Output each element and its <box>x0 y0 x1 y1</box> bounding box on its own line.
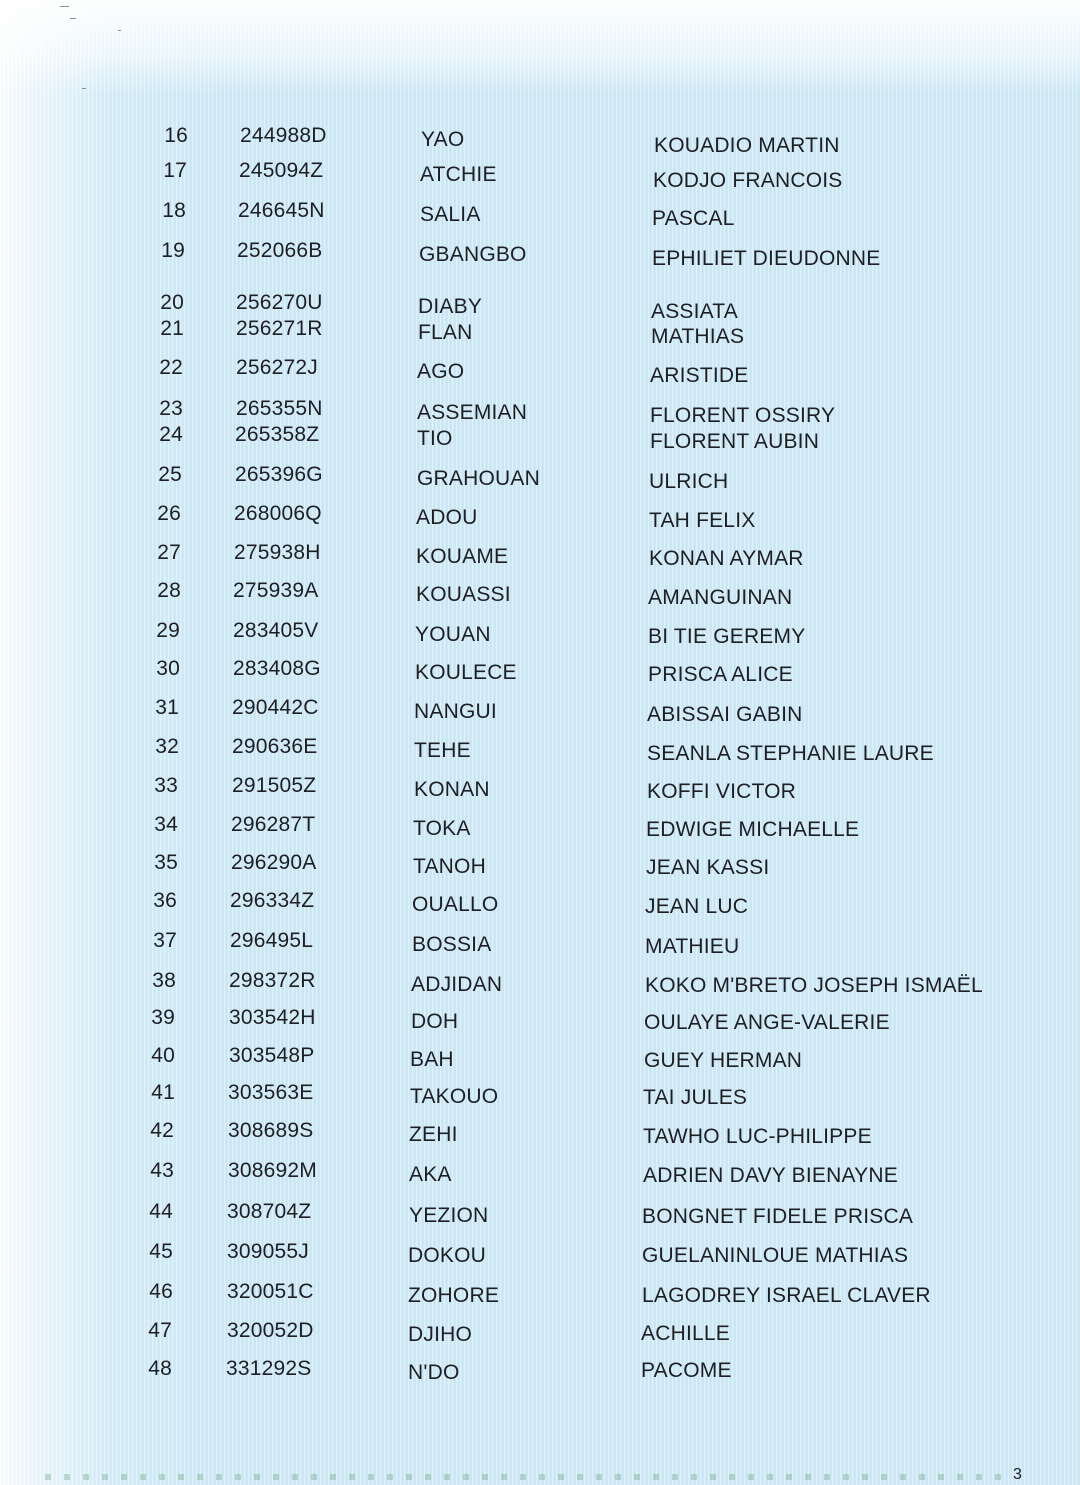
list-row <box>0 579 1080 609</box>
row-number: 21 <box>160 317 184 340</box>
given-names: TAH FELIX <box>649 509 756 532</box>
row-number: 37 <box>153 929 177 952</box>
given-names: KODJO FRANCOIS <box>653 169 843 192</box>
given-names: MATHIEU <box>645 935 740 958</box>
surname: ZEHI <box>409 1123 458 1146</box>
row-number: 23 <box>159 397 183 420</box>
list-row <box>0 317 1080 347</box>
matricule: 283408G <box>233 657 321 680</box>
list-row <box>0 502 1080 532</box>
list-row <box>0 1081 1080 1111</box>
matricule: 298372R <box>229 969 316 992</box>
surname: ATCHIE <box>420 163 497 186</box>
matricule: 252066B <box>237 239 323 262</box>
matricule: 320051C <box>227 1280 314 1303</box>
surname: BOSSIA <box>412 933 492 956</box>
matricule: 308704Z <box>227 1200 312 1223</box>
surname: DJIHO <box>408 1323 472 1346</box>
matricule: 291505Z <box>232 774 317 797</box>
given-names: JEAN KASSI <box>646 856 770 879</box>
surname: ADJIDAN <box>411 973 503 996</box>
matricule: 309055J <box>227 1240 309 1263</box>
list-row <box>0 1319 1080 1349</box>
list-row <box>0 889 1080 919</box>
surname: DOKOU <box>408 1244 487 1267</box>
surname: GRAHOUAN <box>417 467 540 490</box>
given-names: BONGNET FIDELE PRISCA <box>642 1205 914 1228</box>
given-names: ULRICH <box>649 470 729 493</box>
row-number: 36 <box>153 889 177 912</box>
given-names: FLORENT OSSIRY <box>650 404 836 427</box>
list-row <box>0 619 1080 649</box>
given-names: PASCAL <box>652 207 735 230</box>
surname: FLAN <box>418 321 473 344</box>
given-names: EPHILIET DIEUDONNE <box>652 247 881 270</box>
surname: SALIA <box>420 203 481 226</box>
matricule: 244988D <box>240 124 327 147</box>
matricule: 308689S <box>228 1119 314 1142</box>
given-names: PACOME <box>641 1359 732 1382</box>
matricule: 296334Z <box>230 889 315 912</box>
matricule: 268006Q <box>234 502 322 525</box>
list-row <box>0 735 1080 765</box>
row-number: 31 <box>155 696 179 719</box>
matricule: 256270U <box>236 291 323 314</box>
page-number: 3 <box>1013 1466 1022 1483</box>
row-number: 18 <box>162 199 186 222</box>
row-number: 41 <box>151 1081 175 1104</box>
list-row <box>0 1159 1080 1189</box>
list-row <box>0 541 1080 571</box>
matricule: 296287T <box>231 813 316 836</box>
row-number: 34 <box>154 813 178 836</box>
matricule: 245094Z <box>239 159 324 182</box>
given-names: KOUADIO MARTIN <box>654 134 840 157</box>
row-number: 39 <box>151 1006 175 1029</box>
surname: TANOH <box>413 855 486 878</box>
given-names: SEANLA STEPHANIE LAURE <box>647 742 934 765</box>
matricule: 246645N <box>238 199 325 222</box>
surname: AGO <box>417 360 465 383</box>
given-names: TAWHO LUC-PHILIPPE <box>643 1125 872 1148</box>
surname: NANGUI <box>414 700 497 723</box>
matricule: 256272J <box>236 356 318 379</box>
matricule: 265396G <box>235 463 323 486</box>
surname: OUALLO <box>412 893 499 916</box>
list-row <box>0 239 1080 269</box>
row-number: 29 <box>156 619 180 642</box>
row-number: 44 <box>149 1200 173 1223</box>
list-row <box>0 929 1080 959</box>
given-names: KONAN AYMAR <box>649 547 804 570</box>
given-names: ARISTIDE <box>650 364 749 387</box>
row-number: 46 <box>149 1280 173 1303</box>
surname: TAKOUO <box>410 1085 499 1108</box>
row-number: 40 <box>151 1044 175 1067</box>
matricule: 256271R <box>236 317 323 340</box>
given-names: ABISSAI GABIN <box>647 703 803 726</box>
surname: DOH <box>411 1010 459 1033</box>
list-row <box>0 1044 1080 1074</box>
matricule: 275939A <box>233 579 319 602</box>
matricule: 303563E <box>228 1081 314 1104</box>
given-names: EDWIGE MICHAELLE <box>646 818 860 841</box>
given-names: GUELANINLOUE MATHIAS <box>642 1244 909 1267</box>
surname: ZOHORE <box>408 1284 500 1307</box>
row-number: 42 <box>150 1119 174 1142</box>
list-row <box>0 1119 1080 1149</box>
given-names: ADRIEN DAVY BIENAYNE <box>643 1164 898 1187</box>
list-row <box>0 159 1080 192</box>
row-number: 26 <box>157 502 181 525</box>
row-number: 20 <box>160 291 184 314</box>
list-row <box>0 813 1080 843</box>
row-number: 27 <box>157 541 181 564</box>
matricule: 331292S <box>226 1357 312 1380</box>
matricule: 296495L <box>230 929 314 952</box>
row-number: 48 <box>148 1357 172 1380</box>
list-row <box>0 463 1080 493</box>
row-number: 43 <box>150 1159 174 1182</box>
given-names: LAGODREY ISRAEL CLAVER <box>642 1284 931 1307</box>
row-number: 38 <box>152 969 176 992</box>
list-row <box>0 199 1080 229</box>
list-row <box>0 124 1080 157</box>
surname: ADOU <box>416 506 478 529</box>
list-row <box>0 657 1080 687</box>
matricule: 283405V <box>233 619 319 642</box>
list-row <box>0 696 1080 726</box>
surname: AKA <box>409 1163 452 1186</box>
surname: KOUAME <box>416 545 509 568</box>
row-number: 32 <box>155 735 179 758</box>
surname: GBANGBO <box>419 243 527 266</box>
list-row <box>0 1240 1080 1270</box>
given-names: TAI JULES <box>643 1086 748 1109</box>
surname: DIABY <box>418 295 483 318</box>
matricule: 320052D <box>227 1319 314 1342</box>
given-names: GUEY HERMAN <box>644 1049 803 1072</box>
list-row <box>0 1357 1080 1387</box>
surname: ASSEMIAN <box>417 401 528 424</box>
matricule: 275938H <box>234 541 321 564</box>
list-row <box>0 1280 1080 1310</box>
list-row <box>0 774 1080 804</box>
surname: KONAN <box>414 778 490 801</box>
surname: TIO <box>417 427 453 450</box>
given-names: MATHIAS <box>651 325 745 348</box>
list-row <box>0 423 1080 453</box>
scan-edge-artifact <box>45 1474 1005 1480</box>
matricule: 303542H <box>229 1006 316 1029</box>
row-number: 17 <box>163 159 187 182</box>
given-names: AMANGUINAN <box>648 586 793 609</box>
row-number: 47 <box>148 1319 172 1342</box>
surname: N'DO <box>408 1361 460 1384</box>
given-names: ASSIATA <box>651 300 738 323</box>
row-number: 28 <box>157 579 181 602</box>
row-number: 45 <box>149 1240 173 1263</box>
matricule: 265358Z <box>235 423 320 446</box>
surname: YAO <box>421 128 465 151</box>
list-row <box>0 969 1080 999</box>
surname: BAH <box>410 1048 454 1071</box>
given-names: FLORENT AUBIN <box>650 430 820 453</box>
row-number: 25 <box>158 463 182 486</box>
surname: YOUAN <box>415 623 491 646</box>
row-number: 22 <box>159 356 183 379</box>
matricule: 290636E <box>232 735 318 758</box>
row-number: 19 <box>161 239 185 262</box>
surname: KOULECE <box>415 661 517 684</box>
surname: KOUASSI <box>416 583 511 606</box>
row-number: 35 <box>154 851 178 874</box>
given-names: BI TIE GEREMY <box>648 625 806 648</box>
list-row <box>0 851 1080 881</box>
matricule: 303548P <box>229 1044 315 1067</box>
given-names: JEAN LUC <box>645 895 749 918</box>
surname: TOKA <box>413 817 471 840</box>
given-names: ACHILLE <box>641 1322 730 1345</box>
row-number: 16 <box>164 124 188 147</box>
given-names: KOFFI VICTOR <box>647 780 797 803</box>
matricule: 265355N <box>236 397 323 420</box>
matricule: 290442C <box>232 696 319 719</box>
matricule: 296290A <box>231 851 317 874</box>
list-row <box>0 1200 1080 1230</box>
matricule: 308692M <box>228 1159 317 1182</box>
given-names: PRISCA ALICE <box>648 663 793 686</box>
row-number: 30 <box>156 657 180 680</box>
surname: TEHE <box>414 739 471 762</box>
list-row <box>0 356 1080 386</box>
given-names: OULAYE ANGE-VALERIE <box>644 1011 890 1034</box>
list-row <box>0 1006 1080 1036</box>
given-names: KOKO M'BRETO JOSEPH ISMAËL <box>645 974 983 997</box>
surname: YEZION <box>409 1204 489 1227</box>
row-number: 33 <box>154 774 178 797</box>
row-number: 24 <box>159 423 183 446</box>
